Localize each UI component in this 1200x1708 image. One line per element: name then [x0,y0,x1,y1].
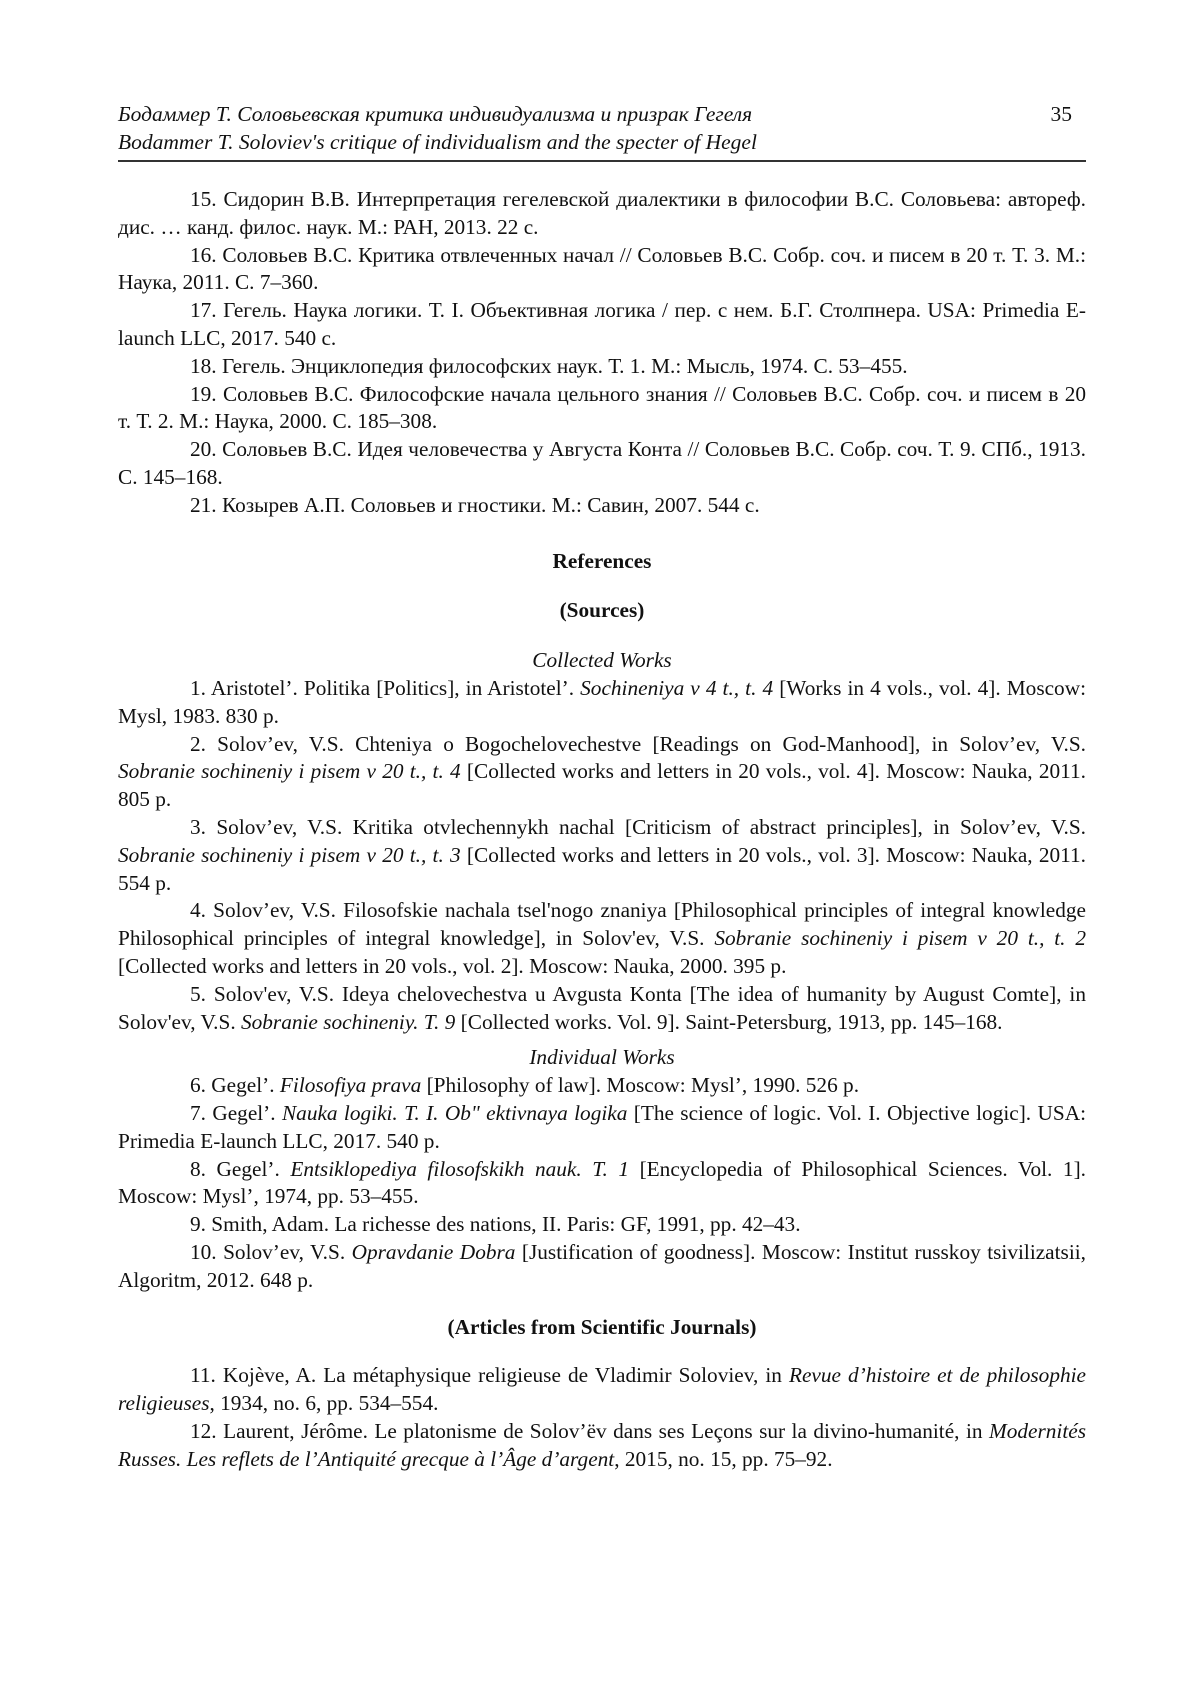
ru-reference-21: 21. Козырев А.П. Соловьев и гностики. М.: Савин, 2007. 544 с. [190,492,760,517]
individual-works-heading: Individual Works [529,1045,675,1070]
reference-12-text: 12. Laurent, Jérôme. Le platonisme de Solov’ëv dans ses Leçons sur la divino-humanité, in [190,1418,989,1443]
references-heading: References [552,548,652,573]
ru-reference-20: 20. Соловьев В.С. Идея человечества у Августа Конта // Соловьев В.С. Собр. соч. Т. 9. СПб., 1913. С. 145–168. [118,437,1086,489]
reference-10-details: [Justification of goodness]. Moscow: Institut russkoy tsivilizatsii, Algoritm, 2012. 648 p. [118,1239,1086,1292]
reference-8-title: Entsiklopediya filosofskikh nauk. T. 1 [290,1156,630,1181]
collected-works-heading: Collected Works [532,648,672,673]
reference-4-details: [Collected works and letters in 20 vols., vol. 2]. Moscow: Nauka, 2000. 395 p. [118,953,787,978]
reference-11 [118,1362,1086,1418]
reference-9 [118,1211,1086,1239]
reference-12-journal: Modernités Russes. Les reflets de l’Antiquité grecque à l’Âge d’argent [118,1418,1086,1471]
reference-10-title: Opravdanie Dobra [351,1239,516,1264]
ru-reference-17: 17. Гегель. Наука логики. Т. I. Объективная логика / пер. с нем. Б.Г. Столпнера. USA: Primedia E-launch LLC, 2017. 540 с. [118,298,1086,350]
reference-6-details: [Philosophy of law]. Moscow: Mysl’, 1990. 526 p. [421,1073,860,1098]
reference-7-details: [The science of logic. Vol. I. Objective logic]. USA: Primedia E-launch LLC, 2017. 540 p. [118,1100,1087,1153]
reference-2 [118,731,1086,814]
reference-8-details: [Encyclopedia of Philosophical Sciences. Vol. 1]. Moscow: Mysl’, 1974, pp. 53–455. [118,1156,1086,1209]
header-title-en: Bodammer T. Soloviev's critique of individualism and the specter of Hegel [118,130,757,154]
reference-10 [118,1239,1086,1295]
reference-2-text: 2. Solov’ev, V.S. Chteniya o Bogochelovechestve [Readings on God-Manhood], in Solov’ev, V.S. [190,731,1086,756]
reference-3 [118,814,1086,897]
reference-4-text: 4. Solov’ev, V.S. Filosofskie nachala tsel'nogo znaniya [Philosophical principles of integral knowledge Philosophical principles of integral knowledge], in Solov'ev, V.S. [118,898,1086,951]
reference-6-text: 6. Gegel’. [190,1073,280,1098]
reference-1-title: Sochineniya v 4 t., t. 4 [580,675,774,700]
reference-9-text: 9. Smith, Adam. La richesse des nations, II. Paris: GF, 1991, pp. 42–43. [190,1212,801,1237]
reference-5 [118,981,1086,1037]
reference-11-text: 11. Kojève, A. La métaphysique religieuse de Vladimir Soloviev, in [190,1363,789,1388]
reference-6 [118,1072,1086,1100]
ru-reference-18: 18. Гегель. Энциклопедия философских наук. Т. 1. М.: Мысль, 1974. С. 53–455. [190,353,908,378]
running-header [118,98,1086,162]
ru-reference-15: 15. Сидорин В.В. Интерпретация гегелевской диалектики в философии В.С. Соловьева: автореф. дис. … канд. филос. наук. М.: РАН, 2013. 22 с. [118,187,1086,239]
page-number: 35 [1050,102,1072,126]
reference-5-title: Sobranie sochineniy. T. 9 [240,1009,456,1034]
reference-3-details: [Collected works and letters in 20 vols., vol. 3]. Moscow: Nauka, 2011. 554 p. [118,842,1087,895]
sources-heading: (Sources) [559,598,645,623]
ru-reference-16: 16. Соловьев В.С. Критика отвлеченных начал // Соловьев В.С. Собр. соч. и писем в 20 т. Т. 3. М.: Наука, 2011. С. 7–360. [118,242,1086,295]
reference-12-details: , 2015, no. 15, pp. 75–92. [614,1446,833,1471]
articles-heading: (Articles from Scientific Journals) [447,1315,757,1340]
reference-1-text: 1. Aristotel’. Politika [Politics], in Aristotel’. [190,675,581,700]
reference-4-title: Sobranie sochineniy i pisem v 20 t., t. 2 [714,926,1086,951]
reference-8 [118,1156,1086,1212]
reference-4 [118,897,1086,980]
reference-1 [118,675,1086,731]
reference-content [118,186,1086,1473]
reference-5-details: [Collected works. Vol. 9]. Saint-Petersburg, 1913, pp. 145–168. [455,1009,1003,1034]
reference-11-details: , 1934, no. 6, pp. 534–554. [209,1391,439,1416]
header-title-ru: Бодаммер Т. Соловьевская критика индивидуализма и призрак Гегеля [118,102,753,126]
reference-2-title: Sobranie sochineniy i pisem v 20 t., t. 4 [118,759,461,784]
reference-7 [118,1100,1086,1156]
ru-reference-19: 19. Соловьев В.С. Философские начала цельного знания // Соловьев В.С. Собр. соч. и писем в 20 т. Т. 2. М.: Наука, 2000. С. 185–308. [118,381,1086,434]
reference-5-text: 5. Solov'ev, V.S. Ideya chelovechestva u Avgusta Konta [The idea of humanity by August Comte], in Solov'ev, V.S. [118,981,1086,1034]
reference-7-text: 7. Gegel’. [190,1100,282,1125]
reference-3-title: Sobranie sochineniy i pisem v 20 t., t. 3 [118,842,461,867]
reference-12 [118,1418,1086,1474]
reference-11-journal: Revue d’histoire et de philosophie religieuses [118,1363,1087,1416]
reference-10-text: 10. Solov’ev, V.S. [190,1239,352,1264]
reference-6-title: Filosofiya prava [279,1073,422,1098]
reference-3-text: 3. Solov’ev, V.S. Kritika otvlechennykh nachal [Criticism of abstract principles], in Solov’ev, V.S. [190,814,1086,839]
reference-8-text: 8. Gegel’. [190,1156,291,1181]
reference-1-details: [Works in 4 vols., vol. 4]. Moscow: Mysl, 1983. 830 p. [118,675,1087,728]
reference-2-details: [Collected works and letters in 20 vols., vol. 4]. Moscow: Nauka, 2011. 805 p. [118,759,1087,812]
reference-7-title: Nauka logiki. T. I. Ob" ektivnaya logika [281,1100,628,1125]
